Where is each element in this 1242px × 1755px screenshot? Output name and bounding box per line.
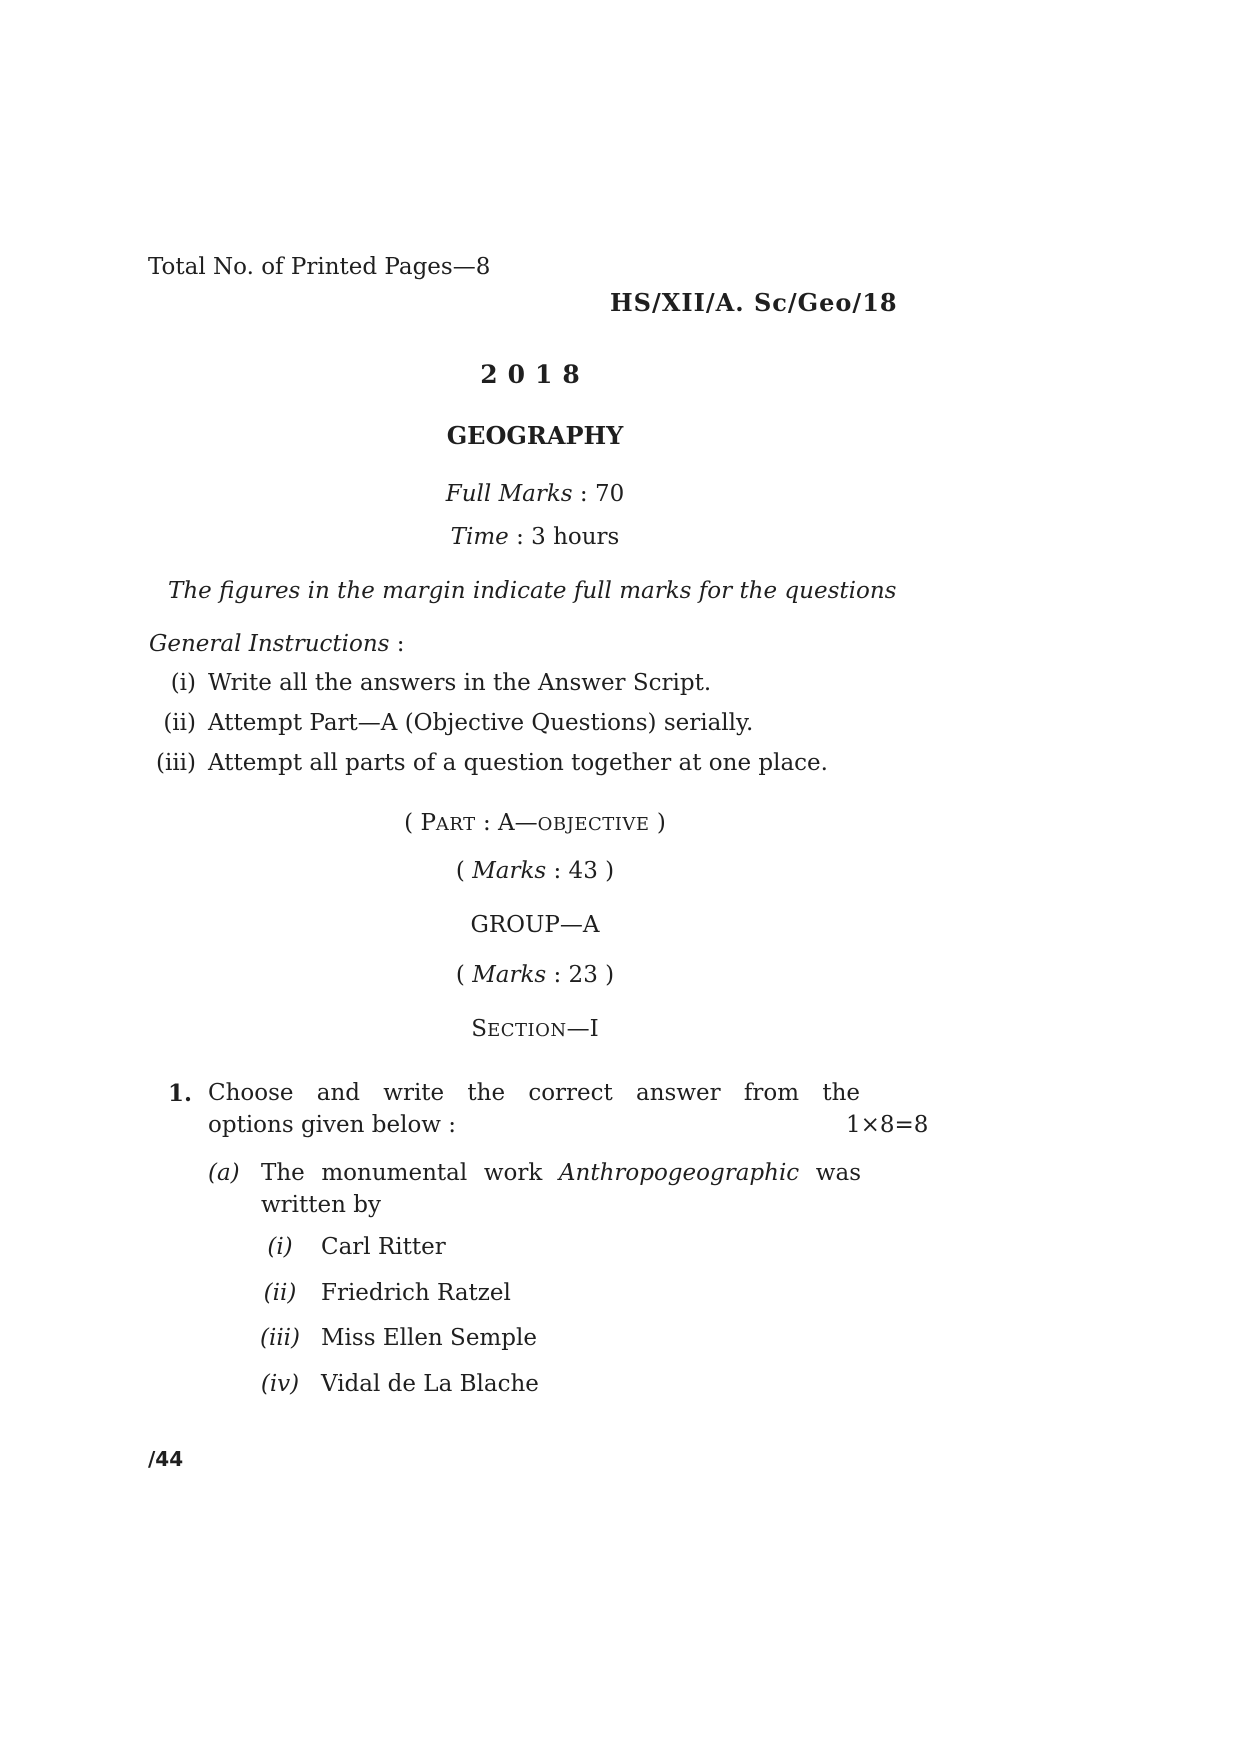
option-number: (iv)	[260, 1371, 300, 1397]
section-initial: S	[471, 1016, 488, 1042]
exam-subject: GEOGRAPHY	[446, 421, 624, 450]
instruction-number: (iii)	[155, 750, 196, 776]
subquestion-pre: The monumental work	[261, 1160, 559, 1186]
general-instructions-label: General Instructions	[149, 631, 390, 657]
instruction-number: (ii)	[163, 710, 196, 736]
part-smallcaps: ART	[435, 814, 476, 835]
option-text: Carl Ritter	[321, 1234, 446, 1260]
question-text-line1: Choose and write the correct answer from the	[208, 1080, 860, 1106]
full-marks	[0, 481, 1070, 507]
option-number: (ii)	[263, 1280, 297, 1306]
subquestion-post: was	[799, 1160, 862, 1186]
instruction-text: Attempt all parts of a question together at one place.	[208, 750, 828, 776]
part-marks-value: : 43 )	[546, 858, 615, 884]
option-text: Vidal de La Blache	[321, 1371, 539, 1397]
full-marks-label: Full Marks	[445, 481, 573, 507]
margin-note: The figures in the margin indicate full marks for the questions	[168, 578, 897, 604]
section-smallcaps: ECTION	[487, 1020, 567, 1041]
part-open: ( P	[404, 810, 436, 836]
time-label: Time	[450, 524, 509, 550]
option-text: Friedrich Ratzel	[321, 1280, 511, 1306]
option-text: Miss Ellen Semple	[321, 1325, 537, 1351]
group-marks-label: Marks	[472, 962, 547, 988]
general-instructions-heading	[149, 631, 405, 657]
section-suffix: —I	[566, 1016, 599, 1042]
part-marks-open: (	[455, 858, 473, 884]
question-number: 1.	[168, 1080, 193, 1107]
group-marks-value: : 23 )	[546, 962, 615, 988]
printed-pages-count: Total No. of Printed Pages—8	[148, 254, 491, 280]
option-number: (iii)	[260, 1325, 301, 1351]
option-number: (i)	[267, 1234, 293, 1260]
objective-smallcaps: OBJECTIVE	[537, 814, 650, 835]
instruction-text: Write all the answers in the Answer Script.	[208, 670, 712, 696]
group-a-heading: GROUP—A	[470, 912, 600, 938]
page-footer-code: /44	[148, 1447, 184, 1471]
subquestion-text-line1	[261, 1160, 861, 1186]
question-text-line2: options given below :	[208, 1112, 457, 1138]
subquestion-label: (a)	[208, 1160, 240, 1186]
exam-time	[0, 524, 1070, 550]
exam-year: 2018	[480, 360, 590, 389]
part-close: )	[649, 810, 666, 836]
time-value: : 3 hours	[508, 524, 620, 550]
instruction-text: Attempt Part—A (Objective Questions) serially.	[208, 710, 754, 736]
section-heading	[0, 1016, 1070, 1042]
option-item	[0, 1280, 900, 1312]
part-a-marks	[0, 858, 1070, 884]
subquestion-text-line2: written by	[261, 1192, 381, 1218]
group-marks-open: (	[455, 962, 473, 988]
subquestion-work-title: Anthropogeographic	[558, 1160, 800, 1186]
group-a-marks	[0, 962, 1070, 988]
part-mid: : A—	[475, 810, 538, 836]
instruction-number: (i)	[170, 670, 196, 696]
general-instructions-colon: :	[389, 631, 405, 657]
option-item	[0, 1234, 900, 1266]
option-item	[0, 1371, 900, 1403]
full-marks-value: : 70	[572, 481, 625, 507]
paper-code: HS/XII/A. Sc/Geo/18	[610, 288, 898, 317]
question-marks: 1×8=8	[846, 1112, 929, 1138]
option-item	[0, 1325, 900, 1357]
part-a-heading	[0, 810, 1070, 836]
part-marks-label: Marks	[472, 858, 547, 884]
